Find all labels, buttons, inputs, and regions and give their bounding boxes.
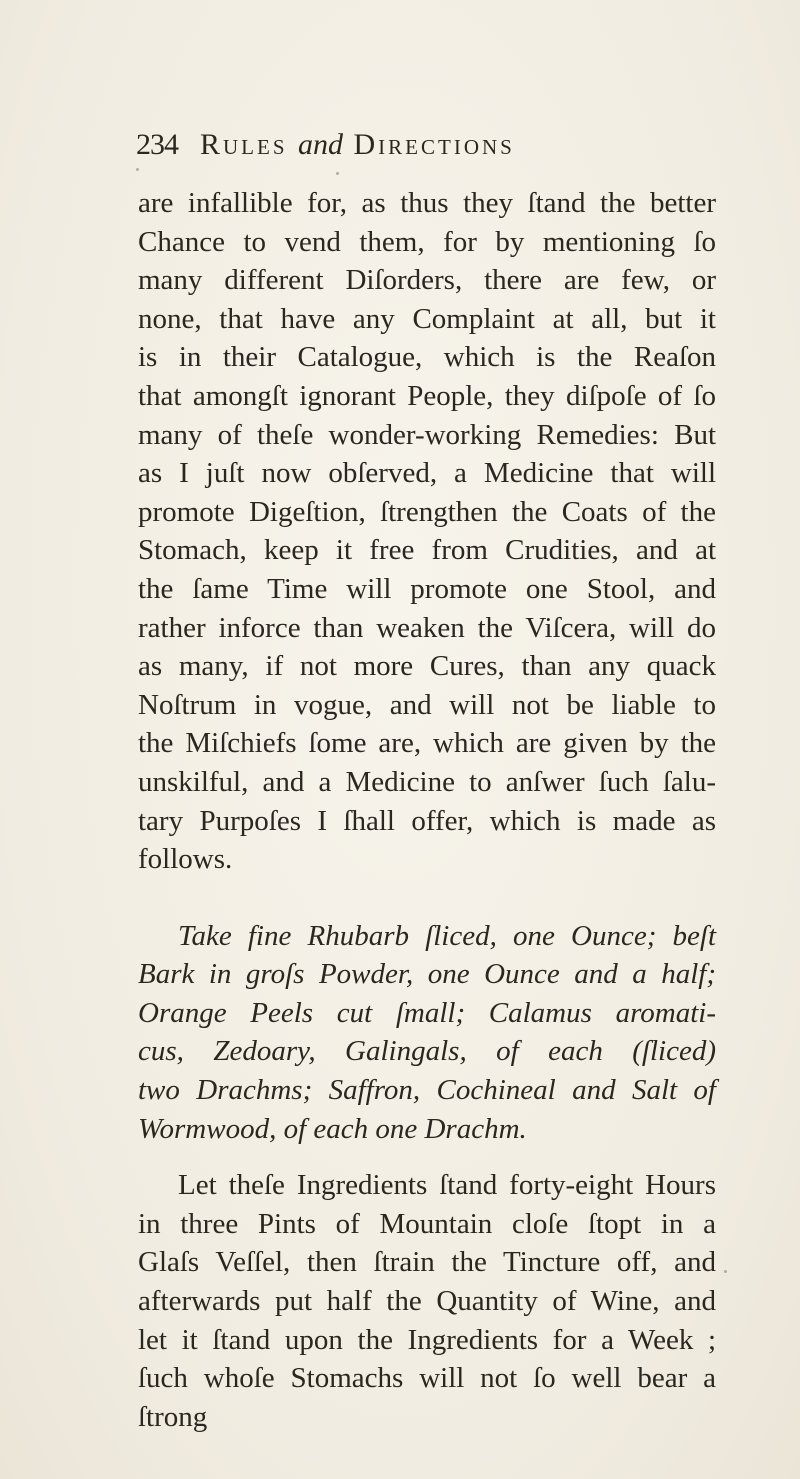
page-number: 234 xyxy=(136,128,178,161)
text-line: in three Pints of Mountain cloſe ſtopt in a xyxy=(138,1207,716,1240)
text-line: Take fine Rhubarb ſliced, one Ounce; beſt xyxy=(178,919,716,952)
catchword: ſtrong xyxy=(138,1400,208,1433)
text-line: as many, if not more Cures, than any quack xyxy=(138,650,716,683)
text-line: rather inforce than weaken the Viſcera, will do xyxy=(138,611,716,644)
recipe-paragraph xyxy=(138,917,716,1149)
ink-speck xyxy=(724,1270,727,1273)
text-line: Wormwood, of each one Drachm. xyxy=(138,1112,527,1145)
text-line: the ſame Time will promote one Stool, and xyxy=(138,572,716,605)
ink-speck xyxy=(336,172,339,175)
text-line: Bark in groſs Powder, one Ounce and a half; xyxy=(138,958,716,991)
text-line: promote Digeſtion, ſtrengthen the Coats of the xyxy=(138,495,716,528)
text-line: Orange Peels cut ſmall; Calamus aromati- xyxy=(138,996,716,1029)
page-header xyxy=(136,128,736,168)
text-line: as I juſt now obſerved, a Medicine that will xyxy=(138,457,716,490)
text-line: unskilful, and a Medicine to anſwer ſuch ſalu- xyxy=(138,765,716,798)
running-head-directions: Directions xyxy=(353,128,515,161)
ink-speck xyxy=(136,168,139,171)
text-line: tary Purpoſes I ſhall offer, which is made as xyxy=(138,804,716,837)
text-line: cus, Zedoary, Galingals, of each (ſliced) xyxy=(138,1035,716,1068)
text-line: the Miſchiefs ſome are, which are given by the xyxy=(138,727,716,760)
text-line: Glaſs Veſſel, then ſtrain the Tincture off, and xyxy=(138,1246,716,1279)
text-line: follows. xyxy=(138,843,233,876)
text-block xyxy=(138,184,716,1436)
text-line: that amongſt ignorant People, they diſpoſe of ſo xyxy=(138,379,716,412)
text-line: let it ſtand upon the Ingredients for a Week ; xyxy=(138,1323,716,1356)
running-head xyxy=(200,128,515,162)
paragraph-directions xyxy=(138,1166,716,1398)
text-line: afterwards put half the Quantity of Wine, and xyxy=(138,1285,716,1318)
text-line: Noſtrum in vogue, and will not be liable to xyxy=(138,688,716,721)
text-line: Let theſe Ingredients ſtand forty-eight Hours xyxy=(178,1169,716,1202)
text-line: none, that have any Complaint at all, but it xyxy=(138,302,716,335)
text-line: are infallible for, as thus they ſtand the better xyxy=(138,187,716,219)
text-line: is in their Catalogue, which is the Reaſon xyxy=(138,341,716,374)
text-line: Stomach, keep it free from Crudities, and at xyxy=(138,534,716,567)
paragraph-intro xyxy=(138,184,716,879)
text-line: Chance to vend them, for by mentioning ſo xyxy=(138,225,716,258)
running-head-and: and xyxy=(298,128,344,161)
text-line: two Drachms; Saffron, Cochineal and Salt of xyxy=(138,1074,716,1107)
text-line: many different Diſorders, there are few, or xyxy=(138,264,716,297)
text-line: ſuch whoſe Stomachs will not ſo well bear a xyxy=(138,1362,716,1395)
text-line: many of theſe wonder-working Remedies: But xyxy=(138,418,716,451)
running-head-rules: Rules xyxy=(200,128,288,161)
